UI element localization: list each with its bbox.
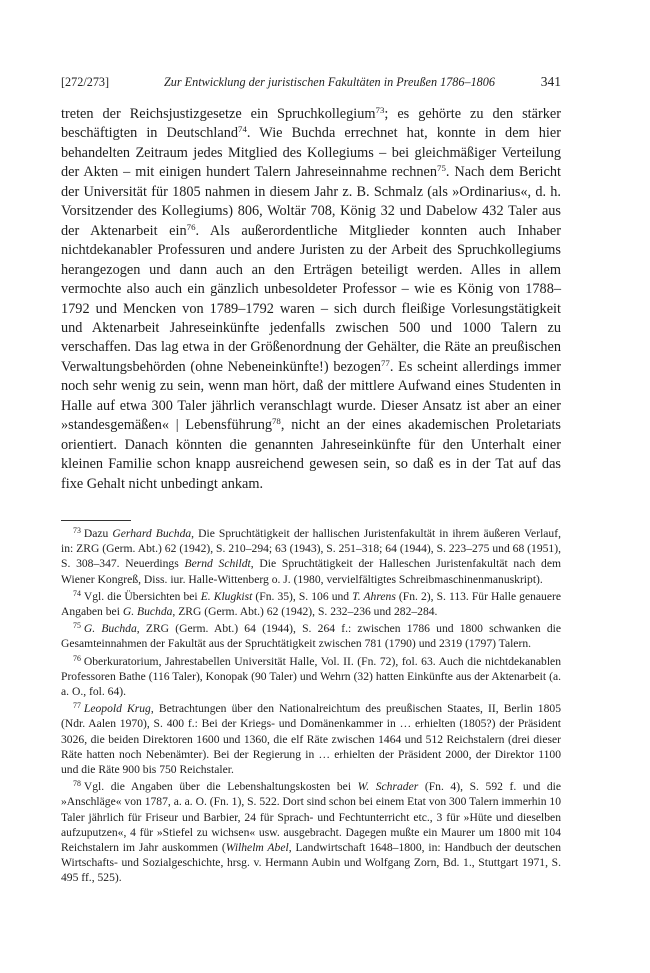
- text-run: ; es gehörte zu den stärker beschäftigten in Deutschland: [61, 106, 561, 142]
- text-run: . Wie Buchda errechnet hat, konnte in dem hier behandelten Zeitraum jedes Mitglied des Kollegiums – bei gleichmäßiger Verteilung der Akten – mit einigen hundert Talern Jahreseinnahme rechnen: [61, 125, 561, 181]
- footnote-ref-73[interactable]: 73: [375, 105, 385, 116]
- footnote-number: 76: [73, 653, 81, 663]
- text-run: (Fn. 4), S. 592 f. und die »Anschläge« von 1787, a. a. O. (Fn. 1), S. 522. Dort sind schon bei einem Etat von 300 Talern immerhin 10 Taler jährlich für Friseur und Barbier, 24 für Sprach- und Fechtunterricht etc., 3 für »Hüte und dieselben aufzuputzen«, 4 für »Stiefel zu wichsen« usw. ausgebracht. Dagegen mußte ein Maurer um 1800 mit 104 Reichstalern im Jahr auskommen (: [61, 780, 562, 855]
- text-run: , Die Spruchtätigkeit der Halleschen Juristenfakultät nach dem Wiener Kongreß, Diss. iur. Halle-Wittenberg o. J. (1980, vervielfältigtes Schreibmaschinenmanuskript).: [61, 557, 562, 586]
- author-name: E. Klugkist: [200, 589, 253, 603]
- text-run: , ZRG (Germ. Abt.) 64 (1944), S. 264 f.: zwischen 1786 und 1800 schwanken die Gesamteinnahmen der Fakultät aus der Spruchtätigkeit zwischen 781 (1790) und 2319 (1797) Talern.: [61, 622, 561, 651]
- footnote-ref-74[interactable]: 74: [238, 124, 247, 135]
- footnote-75: [61, 621, 561, 651]
- footnote-ref-78[interactable]: 78: [272, 416, 281, 427]
- author-name: W. Schrader: [357, 780, 419, 794]
- footnote-76: [61, 654, 561, 700]
- text-run: . Es scheint allerdings immer noch sehr wenig zu sein, wenn man hört, daß der mittlere Aufwand eines Studenten in Halle auf etwa 300 Taler jährlich veranschlagt wurde. Dieser Ansatz ist aber an einer »standesgemäßen« | Lebensführung: [61, 358, 561, 434]
- footnote-number: 74: [73, 588, 81, 598]
- author-name: Wilhelm Abel: [225, 841, 289, 855]
- footnotes: [61, 526, 561, 888]
- footnote-separator: [61, 520, 131, 521]
- page-number: 341: [540, 74, 561, 89]
- running-head-page-refs: [272/273]: [61, 75, 110, 89]
- author-name: Gerhard Buchda: [112, 527, 192, 540]
- author-name: T. Ahrens: [352, 589, 396, 603]
- footnote-number: 75: [73, 621, 81, 631]
- footnote-74: [61, 589, 561, 619]
- author-name: Leopold Krug: [83, 702, 151, 716]
- author-name: G. Buchda: [122, 605, 173, 619]
- text-run: , ZRG (Germ. Abt.) 62 (1942), S. 232–236 und 282–284.: [172, 605, 438, 619]
- footnote-73: [61, 526, 561, 587]
- running-head: [61, 73, 561, 91]
- author-name: G. Buchda: [83, 622, 137, 636]
- paragraph: [61, 105, 561, 494]
- text-run: , nicht an der eines akademischen Proletariats orientiert. Danach könnten die genannten Jahreseinkünfte für den Unterhalt einer kleinen Familie schon knapp ausreichend gewesen sein, so daß es in der Tat auf das fixe Gehalt nicht unbedingt ankam.: [61, 417, 561, 492]
- text-run: . Nach dem Bericht der Universität für 1805 nahmen in diesem Jahr z. B. Schmalz (als »Ordinarius«, d. h. Vorsitzender des Kollegiums) 806, Woltär 708, König 32 und Dabelow 432 Taler aus der Aktenarbeit ein: [61, 164, 561, 239]
- footnote-number: 73: [73, 526, 81, 536]
- author-name: Bernd Schildt: [184, 557, 251, 571]
- text-run: Dazu: [83, 527, 113, 540]
- running-head-title: Zur Entwicklung der juristischen Fakultäten in Preußen 1786–1806: [164, 75, 495, 89]
- footnote-ref-77[interactable]: 77: [380, 358, 390, 369]
- body-text: [61, 105, 561, 494]
- footnote-number: 78: [73, 779, 81, 789]
- text-run: Vgl. die Angaben über die Lebenshaltungskosten bei: [83, 780, 358, 794]
- text-run: , Betrachtungen über den Nationalreichtum des preußischen Staates, II, Berlin 1805 (Ndr. Aalen 1970), S. 400 f.: Bei der Kriegs- und Domänenkammer in … erhielten (1805?) der Präsident 3026, die beiden Direktoren 1600 und 1360, die elf Räte zwischen 1464 und 512 Reichstalern (drei dieser Räte hatten noch Nebenämter). Bei der Regierung in … erhielten der Präsident 2000, der Direktor 1100 und die Räte 900 bis 750 Reichstaler.: [61, 702, 561, 777]
- footnote-77: [61, 701, 561, 777]
- text-run: . Als außerordentliche Mitglieder konnten auch Inhaber nichtdekanabler Professuren und andere Juristen zu der Arbeit des Spruchkollegiums herangezogen und dann auch an den Erträgen beteiligt werden. Alles in allem vermochte also auch ein gänzlich unbesoldeter Professor – wie es König von 1788–1792 und Mencken von 1789–1792 waren – sich durch fleißige Vorlesungstätigkeit und Aktenarbeit Jahreseinkünfte jedenfalls zwischen 500 und 1000 Talern zu verschaffen. Das lag etwa in der Größenordnung der Gehälter, die Räte an preußischen Verwaltungsbehörden (ohne Nebeneinkünfte!) bezogen: [61, 222, 561, 375]
- text-run: (Fn. 35), S. 106 und: [252, 589, 353, 603]
- text-run: Vgl. die Übersichten bei: [83, 589, 201, 603]
- footnote-number: 77: [73, 701, 81, 711]
- footnote-ref-75[interactable]: 75: [437, 163, 446, 174]
- text-run: , Die Spruchtätigkeit der hallischen Juristenfakultät in ihrem äußeren Verlauf, in: ZRG (Germ. Abt.) 62 (1942), S. 210–294; 63 (1943), S. 251–318; 64 (1944), S. 223–275 und 68 (1951), S. 308–347. Neuerdings: [61, 527, 561, 571]
- footnote-ref-76[interactable]: 76: [186, 221, 196, 232]
- text-run: Oberkuratorium, Jahrestabellen Universität Halle, Vol. II. (Fn. 72), fol. 63. Auch die nichtdekanablen Professoren Bathe (116 Taler), Konopak (90 Taler) und Wehrn (32) hatten Einkünfte aus der Aktenarbeit (a. a. O., fol. 64).: [61, 654, 561, 699]
- text-run: (Fn. 2), S. 113. Für Halle genauere Angaben bei: [61, 589, 561, 619]
- text-run: treten der Reichsjustizgesetze ein Spruchkollegium: [61, 106, 376, 122]
- text-run: , Landwirtschaft 1648–1800, in: Handbuch der deutschen Wirtschafts- und Sozialgeschichte, hrsg. v. Hermann Aubin und Wolfgang Zorn, Bd. 1., Stuttgart 1971, S. 495 ff., 525).: [61, 841, 561, 885]
- footnote-78: [61, 779, 561, 885]
